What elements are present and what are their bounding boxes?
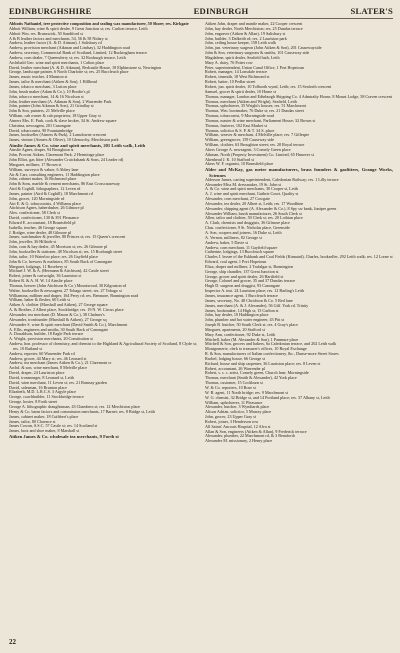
directory-entry: W. B. agent, 11 North bridge; res. 9 Marchmont st <box>205 389 289 395</box>
directory-entry: Alison Adrian, solicitor, 5 Murray place <box>205 409 272 415</box>
directory-entry: Archibald Geo. wine and spirit merchants, 1 Calton place <box>9 59 105 65</box>
directory-entry: Airt E. & G. tobacconists, 4 Williams place <box>9 200 81 206</box>
directory-entry: Edward E. accountant, 18 Bruntsfield pl <box>9 219 76 225</box>
directory-entry: John, tailor, 10 Waterloo place; res. 26 Gayfield place <box>9 253 98 259</box>
directory-entry: David, salesman, 16 Brunton place <box>9 384 67 390</box>
running-header <box>9 6 393 19</box>
directory-entry: Andrew, baker, 5 Davie st <box>205 239 249 245</box>
directory-entry: Richard, house and ship carpenter, 36 Lauriston place; res. 8 Leven st <box>205 360 321 366</box>
directory-entry: Robert, hatter, 10 Pedlar street <box>205 79 256 85</box>
directory-entry: Alexander, tea merchant (D. Mason & Co.), 38 Chalmer's <box>9 311 105 317</box>
directory-entry: Robert, s. s. c. artist, Comely green, Church lane, Morningside <box>205 370 309 376</box>
directory-entry: Eliza, draper and milliner, 2 Trafalgar st, Bonnington <box>205 263 293 269</box>
directory-entry: John, cabinet maker, 16 Richmond place <box>9 176 77 182</box>
directory-entry: Andrew, grocer, 44 Mary st; res. 46 Leonard st <box>9 355 87 361</box>
directory-entry: Andrew, reporter, 60 Warrender Park rd <box>9 350 75 356</box>
directory-entry: Mitchell, baker (M. Alexander & Son), 1 Panmure place <box>205 336 299 342</box>
directory-entry: Hugh D. surgeon and druggist, 93 Canongate <box>205 283 280 289</box>
directory-entry: John & Sons, marble & cement merchants, 86 East Crosscauseway <box>9 181 120 187</box>
directory-entry: Andrew, secretary, Commercial Bank of Scotland, Limited, 12 Buckingham terrace <box>9 50 148 56</box>
directory-entry: Montgomerie, clerk to treasurer's offices, 10 Royal Exchange <box>205 346 307 352</box>
directory-entry: John Elliot, gas fitter (Alexander Cruickshank & Sons, 24 Leader rd) <box>9 156 124 162</box>
directory-entry: George, grocer and spirit dealer, 26 Hartfield st <box>205 273 284 279</box>
directory-entry: James Cowan, S.S.C. 57 Castle st; res. 14 Scotland st <box>9 423 98 429</box>
directory-entry: John & Co. brewers & maltsters, 85 South Back of Canongate <box>9 258 113 264</box>
directory-entry: Aitchison Agnes, haberdasher, 26 Gilmore pl <box>9 205 84 211</box>
directory-entry: Mitchell & Son, grocers and bakers, 6a Caledonian terrace, and 202 Leith walk <box>205 341 337 347</box>
directory-entry: Andrew, tea merchant (James Aitken & Co.), 21 Claremont cr <box>9 360 112 366</box>
directory-entry: James, tailor, 80 Clarence st <box>9 418 56 424</box>
directory-entry: William, weaver & merchant, 4 Melville place; res. 7 Gillespie <box>205 132 310 138</box>
directory-entry: Andrew, corn dealer, 7 Queensferry st; res. 32 Roxburgh terrace, Leith <box>9 54 126 60</box>
directory-entry: James, vintner (Aimers & Oliver), 10 Glenorchy, Merchiston park <box>9 137 119 143</box>
directory-entry: Henry & Co. barm factors and commission merchants, 17 Barnet; res. 8 Bridge st, Leith <box>9 408 155 414</box>
directory-entry: Aitken James & Co. wholesale tea merchants, 9 Forth st <box>9 434 119 440</box>
directory-entry: Edward, coal agent, 1 Port Hopetoun <box>205 259 267 265</box>
directory-entry: Ainslie James & Co. wine and spirit merchants, 201 Leith walk, Leith <box>9 143 146 149</box>
directory-entry: Abbott Wm. res. Brunswick, 50 Sandiford st <box>9 30 83 36</box>
directory-entry: W. G. chemist, 32 Bridge st, and 14 Portland place; res. 37 Albany st, Leith <box>205 394 330 400</box>
directory-entry: John, hay dealer, 10 Haddington place <box>205 312 269 318</box>
directory-entry: John, plumber and hot water engineer, 43 Pitt st <box>205 317 285 323</box>
directory-entry: Ainslie Agnes, draper, 94 Broughton st <box>9 147 74 153</box>
directory-entry: Margaret, milliner, 17 Brown st <box>9 161 62 167</box>
directory-entry: John & Son, painters, 21 Melville place <box>9 108 75 114</box>
directory-entry: James, bookseller (Aimers & Park), 2 Lansdowne crescent <box>9 132 107 138</box>
directory-entry: David, tobacconist, 90 Fountainbridge <box>9 127 73 133</box>
directory-entry: Alexander, butcher, 3 Wyndiards place <box>205 404 270 410</box>
directory-entry: Michael J. W. & A. (Hermann & Aitchison), 42 Castle street <box>9 268 109 274</box>
directory-entry: R. & Son, manufacturers of Italian confectionery, &c., Dunse-more Street Stores <box>205 351 339 357</box>
directory-entry: James, secretary, No. 48 Chrichton & Co. 5 Red lane <box>205 297 293 303</box>
directory-entry: A. Ellis, engineers and smiths, 30 South Back of Canongate <box>9 326 109 332</box>
directory-entry: John, tobacco merchant, 14 & 16 Nicolson st <box>9 93 84 99</box>
directory-entry: Robert, accountant, 26 Warrender pl <box>205 365 266 371</box>
directory-entry: John, jun. veterinary surgeon (John Aitken & Son), 201 Causewayside <box>205 45 322 51</box>
directory-entry: J. Rodger, wine dealer, 48 Gilmore pl <box>9 229 72 235</box>
directory-entry: A. Donaldson, builder, 18 Eagle Park terrace <box>9 331 84 337</box>
directory-entry: Inspector A. inst. 24 Lauriston place; res. 12 Barling's Leith <box>205 288 304 294</box>
directory-entry: Andrew, hon. professor of chemistry, and chemist to the Highland & Agricultural Society of Scotland, 8 Clyde st; res. 10 Rutland st <box>9 341 197 351</box>
directory-entry: Andrew, provision merchant (Aikman and Lindsay), 32 Haddington road <box>9 45 130 51</box>
directory-entry: W. & Co. reporters, 10 Rose st <box>205 385 256 390</box>
directory-entry: Robert, jun. spirit dealer, 10 Tolbooth wynd, Leith; res. 15 Seaforth crescent <box>205 83 332 89</box>
directory-entry: Robert, tinsmith, 18 West Richmond st <box>205 74 270 80</box>
right-column <box>205 22 393 645</box>
directory-entry: Magdalene, spirit dealer, Seafield bath, Leith <box>205 54 280 60</box>
directory-entry: Alexander, corn merchant, 27 Cowgate <box>205 196 270 202</box>
header-publisher: SLATER'S <box>350 6 393 16</box>
directory-entry: Andrew, leather factor (A. & D. Aitman), 1 Salisbury rd <box>9 40 102 46</box>
directory-entry: Abbotts Nathaniel, tree protective composition and sealing wax manufacturer, 50 Shore; res. Kirkgate <box>9 22 189 26</box>
directory-entry: A. & Brother, 2 Albert place, Stockbridge; res. 19 N. W. Circus place <box>9 307 124 313</box>
directory-entry: Akers W. F. organist, 10 Brunsfield place <box>205 161 274 167</box>
directory-entry: David, leather merchant (A. & D. Aikman), Redcastle House, 18 Elphinstone st, Newington <box>9 64 162 70</box>
directory-entry: William, surveyor & valuer, 6 Abbey lane <box>9 166 79 172</box>
directory-entry: Aitken John, draper and mantle maker, 22 Cooper crescent <box>205 22 303 26</box>
directory-entry: Alexander Miss M. dressmaker, 19 St. John st <box>205 181 282 187</box>
directory-entry: Thomas, fruiterer, 102 East Market st <box>205 122 268 128</box>
directory-entry: Peter, superintendent, Union Canal Office, 1 Port Hopetoun <box>205 64 304 70</box>
directory-entry: Thomas, master & wine merchant, Parliament House; 32 Brown st <box>205 117 316 123</box>
directory-entry: Archd. & son, wine merchant, 8 Melville place <box>9 365 87 371</box>
directory-entry: A. J. wine and spirit merchant, Guthrie Court, Quality st <box>205 191 299 197</box>
directory-entry: John, corn & hay dealer, 45 Morrison st; res. 26 Gilmore pl <box>9 244 108 250</box>
directory-entry: Christina, newsagent, 201 Canongate <box>9 122 71 128</box>
directory-entry: Air & Carr, consulting engineers, 11 Haddington place <box>9 171 100 177</box>
directory-entry: John, builder, 3 Dalkeith rd; res. 2 Lauriston park <box>205 35 287 41</box>
directory-entry: George, Colonel and grocer, 35 and 37 Dundas terrace <box>205 278 296 284</box>
directory-entry: Rachel, lodging house, 66 George st <box>205 355 266 361</box>
directory-entry: William, cab owner & cab proprietor, 18 Upper Gray st <box>9 113 101 119</box>
directory-entry: John, jeweller, 36 Hillside st <box>9 239 57 245</box>
directory-entry: William, upholsterer, 11 Pleasance <box>205 399 263 405</box>
directory-entry: George, coachbuilder, 11 Stockbridge terrace <box>9 394 84 400</box>
directory-entry: John, engraver (Aitken & Allan), 19 Salisbury st <box>205 30 286 36</box>
directory-entry: Alexander S. wine & spirit merchant (David Smith & Co.), Marchmont <box>9 321 128 327</box>
directory-entry: Thomas, tobacconist, 9 Morningside road <box>205 113 274 119</box>
directory-entry: A & B leather factors and merchants, 54, 56 & 58 Nidary st <box>9 35 108 41</box>
directory-entry: David, confectioner, 130 & 391 Pleasance <box>9 215 79 221</box>
directory-entry: Elizabeth, M.D. L.R.C.S. 3 Argyle place <box>9 389 77 395</box>
directory-entry: Charles J. lessee of the Eskbank and Coal Fields (Kinnaird), Charles, bookseller, 292 Leith walk; res. 12 Lorne st <box>205 254 393 260</box>
directory-entry: Aitken A. clothier (Marshall and Aitken), 27 George square <box>9 302 108 308</box>
directory-entry: James, cabinet maker, 18 Cuthbert's place <box>9 413 79 419</box>
header-city: EDINBURGH <box>193 6 249 16</box>
directory-entry: George, ship chandler, 137 Great Junction st <box>205 268 279 274</box>
directory-entry: Isabella, teacher, 46 George square <box>9 224 67 230</box>
directory-entry: Mary A. dairy, 76 Potter row <box>205 59 253 65</box>
directory-columns <box>9 22 393 645</box>
directory-entry: Thomas, solicitor & S. P. & T. 34 S. place <box>205 127 275 133</box>
directory-entry: A. Wright, provision merchants, 20 Constitution st <box>9 336 93 342</box>
directory-entry: Andrew, corn merchant, 11 Gayfield square <box>205 244 278 250</box>
directory-entry: Aikman, North (Property Investment) Co. Limited, 65 Hanover st <box>205 151 314 157</box>
directory-entry: George, landscape painter, 6 North Charlotte st; res. 25 Buccleuch place <box>9 69 129 75</box>
directory-entry: James, music teacher, 4 Mansion st <box>9 74 68 80</box>
directory-entry: Joseph B. butcher, 50 South Clerk st; res. 4 Gray's place <box>205 322 298 328</box>
directory-entry: James, boot and shoe maker, 8 Marshall st <box>9 428 80 434</box>
directory-entry: A. Son, coopers and joiners, 16 Duke st, Leith <box>205 230 282 235</box>
directory-entry: Robert, manager, 14 Lonsdale terrace <box>205 69 268 75</box>
directory-entry: Alder and McKay, gas meter manufacturers, brass founders & gasfitters, Grange Works, Sciennes <box>205 167 393 178</box>
directory-entry: William, clothier, 63 Broughton street; res. 20 Royal terrace <box>205 142 305 148</box>
directory-entry: Thomas, merchant (Smith & Alexander), 42 York place <box>205 375 297 381</box>
directory-entry: William, baker & flesher, 60 Leith st <box>9 297 70 303</box>
directory-entry: Catherine, lodgings, 13 Buccleuch square <box>205 249 274 255</box>
directory-entry: Akers George A. newsagent, 3 Comely Green place <box>205 146 291 152</box>
directory-entry: Thomas, brewer (John Aitchison & Co.) Mountwood, 30 Kilgraston rd <box>9 282 127 288</box>
directory-entry: Akenhead J. K. 10 Stafford st <box>205 156 255 162</box>
directory-entry: James, tailor & merchant (Aitken & Son), 1 Hillhead <box>9 79 97 85</box>
directory-entry: George A. lithographic draughtsman, 43 Chambers st; res. 12 Merchiston place <box>9 404 141 410</box>
directory-entry: James, painter (Aird & Coghill), 18 Marchmont rd <box>9 190 93 196</box>
directory-entry: William, greengrocer, 159 Causeway side <box>205 137 275 143</box>
directory-entry: Robert, joiner & cartwright, 36 Lauriston st <box>9 273 82 279</box>
directory-entry: Alexander, shipping agent (A. Alexander & Co.), 8 Spy sw bank, Juniper green <box>205 205 337 211</box>
directory-entry: Alex. confectioner, 58 Clerk st <box>9 210 60 216</box>
directory-entry: James, merchant (A. & J. Alexander), 56 Gilf. York rd. Trinity <box>205 302 309 308</box>
directory-entry: James, bookmaker, 14 High st; 15 Carlton st <box>205 307 279 313</box>
directory-entry: Allan & Son, engineers (Aitken & Allan), 9 Frederick terrace <box>205 428 307 434</box>
directory-entry: Abbott William, wine & spirit dealer, 9 Great Junction st; res. Carlton terrace, Leith <box>9 25 148 31</box>
directory-entry: John, grocer, 120 Morningside rd <box>9 195 65 201</box>
directory-entry: John, ceiling house keeper, 158 Leith walk <box>205 40 276 46</box>
directory-entry: James, watchmaker & jeweller, 80 Princes st; res. 15 Queen's crescent <box>9 234 126 240</box>
directory-entry: Mary Ann, confectioner, 92 Duke st, Leith <box>205 331 276 337</box>
directory-entry: Alexander, tea dealer, 20 Albert st, Leith; res. 17 Woodbine <box>205 200 304 206</box>
directory-entry: Thomas, Wm. bootmaker, 76 Duke st; res. 21 Dundas street <box>205 108 304 114</box>
directory-entry: Margaret, lodgings, 11 Rosebery st <box>9 263 67 269</box>
directory-entry: John, bookseller & stationer, 48 Nicolson st; res. 15 Roxburgh street <box>9 249 123 255</box>
directory-entry: John, grocer, 23 Upper Gray st <box>205 414 257 420</box>
directory-entry: Thomas, manager, London and Edinburgh Shipping Co. 4 Admiralty House, 8 Mount Lodge, 58 Craven crescent <box>205 93 392 99</box>
directory-entry: A. Clark, chemists and druggists, 36 Gilmore place <box>205 220 290 226</box>
directory-entry: John, leather merchant (A. Aikman & Son), 2 Warrender Park <box>9 98 112 104</box>
directory-entry: Robert R. & A. H. W. 14 Ainslie place <box>9 278 73 284</box>
directory-entry: Alexander, ironfounder (Marshall & Aitken), 27 George sq <box>9 316 107 322</box>
left-column <box>9 22 197 645</box>
directory-entry: John & Son, veterinary surgeons & smiths, 101 Causeway side <box>205 50 310 56</box>
directory-entry: John, Provost Aitken, Claremont Park, 2 Hermitage place <box>9 152 105 158</box>
directory-entry: Walter, bookseller & newsagent, 27 Tobago street; res. 27 Tobago st <box>9 287 122 293</box>
directory-entry: James, tobacco merchant, 3 Lutton place <box>9 83 77 89</box>
directory-entry: Margaret, apartments, 20 Stafford st <box>205 326 265 332</box>
directory-entry: Alexander M. missionary, 2 Henry place <box>205 438 273 444</box>
directory-entry: Thomas, customer, 15 Cockburn st <box>205 380 263 386</box>
directory-entry: Samuel, grocer & spirit dealer, 10 Home st <box>205 88 277 94</box>
directory-entry: David, ironmonger, 8 Leonard st, Leith <box>9 374 74 380</box>
directory-entry: Aimers Mrs. E. Park, cook & slave broker, 34 St. Andrew square <box>9 117 117 123</box>
directory-entry: Thomas, upholsterer, 35 Wright's houses; res. 51 Marchmont <box>205 103 306 109</box>
directory-entry: Alexander, plumber, 22 Marchmont rd, & 3 Benaforth <box>205 433 295 439</box>
directory-entry: George, hosier, 8 Forth street <box>9 399 58 405</box>
directory-entry: James, insurance agent, 1 Buccleuch terrace <box>205 292 279 298</box>
directory-entry: Thomas, merchant (Aitken and Wright), Seafield, Leith <box>205 98 297 104</box>
directory-entry: Alexander William, brush manufacturer, 26 South Clerk st <box>205 210 302 216</box>
directory-entry: All Saints' Ancoats Hospital, 12 Alva st <box>205 423 271 429</box>
directory-entry: Alderson James, carting superintendent, Caledonian Railway; res. 1 Lilly terrace <box>205 176 339 182</box>
page-number: 22 <box>9 638 16 646</box>
directory-entry: A. & Co. wine and spirit merchants, 30 Cooper st, Leith <box>205 186 298 192</box>
directory-entry: Williamina, milliner and draper, 164 Perry rd; res. Benmore, Bonnington road <box>9 292 139 298</box>
directory-entry: David, wine merchant, 11 Leven st; res. 21 Ramsay garden <box>9 379 107 385</box>
directory-entry: Aird & Coghill, lithographers, 12 Leven rd <box>9 186 81 192</box>
directory-entry: John, painter (John Aikman & Son), 21 Grindlay st <box>9 103 94 109</box>
header-county: EDINBURGHSHIRE <box>9 6 92 16</box>
directory-entry: Chas. confectioner, 9 St. Nicholas place, Greenside <box>205 225 290 231</box>
directory-entry: John, brush maker (Adam & Co.), 10 Brodie's pl <box>9 88 90 94</box>
directory-entry: David, draper, 24 Lauriston place <box>9 370 65 376</box>
directory-entry: A. Vernon, milliners, 82 George st <box>205 234 262 240</box>
directory-entry: Robert, joiner, 3 Henderson row <box>205 418 259 424</box>
directory-entry: Allen, tailor and clothier, 50 Clerk st; res. 20 Lothian place <box>205 215 303 221</box>
directory-entry: John, hay dealer, North Merchiston; res. 25 Dundas terrace <box>205 25 303 31</box>
